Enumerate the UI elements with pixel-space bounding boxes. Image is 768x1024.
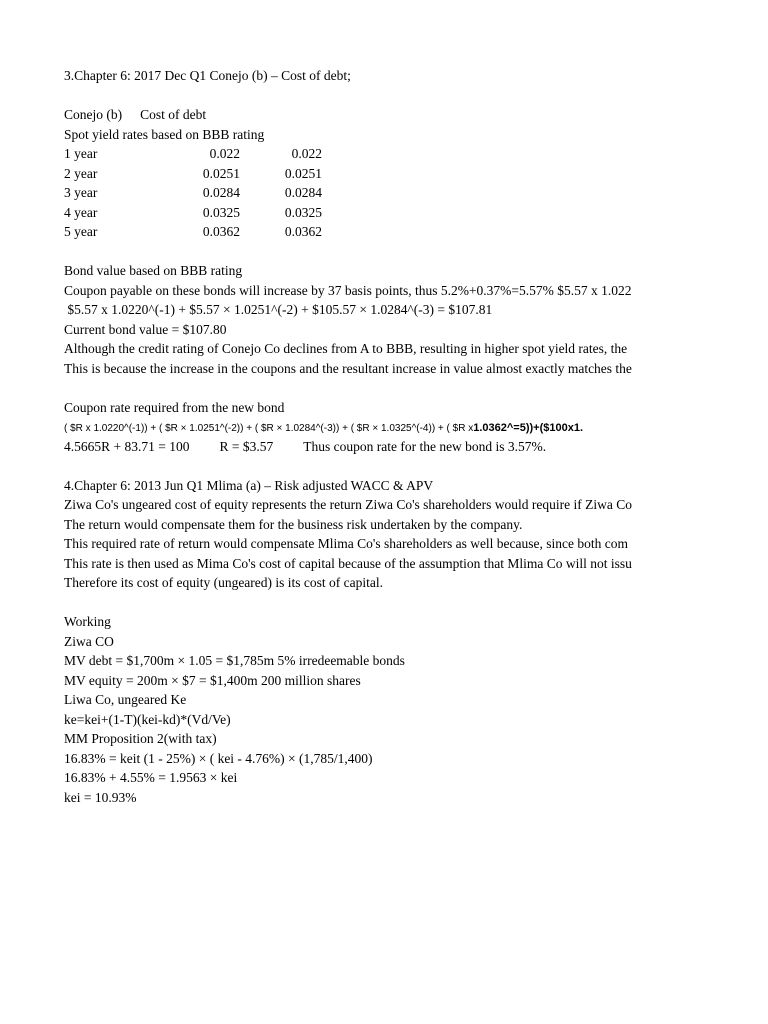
bond-text-line: Although the credit rating of Conejo Co declines from A to BBB, resulting in higher spot yield rates, the [64,341,628,356]
row-label: 4 year [64,204,98,220]
working-heading: Working [64,614,111,629]
row-value-2: 0.0251 [284,165,322,181]
formula-text: ( $R x 1.0220^(-1)) + ( $R × 1.0251^(-2)) + ( $R × 1.0284^(-3)) + ( $R × 1.0325^(-4)) + ( $R x [64,423,474,434]
blank-line [64,242,644,262]
spot-yield-row [64,164,644,184]
blank-line [64,456,644,476]
working-line: MV equity = 200m × $7 = $1,400m 200 million shares [64,672,361,688]
row-value-2: 0.022 [291,146,322,161]
bond-text-line: Coupon payable on these bonds will increase by 37 basis points, thus 5.2%+0.37%=5.57% $5.57 x 1.022 [64,282,632,298]
paragraph-line: This rate is then used as Mima Co's cost of capital because of the assumption that Mlima Co will not issu [64,555,632,571]
working-line: Ziwa CO [64,633,114,649]
working-line: 16.83% + 4.55% = 1.9563 × kei [64,770,238,785]
row-value-1: 0.0284 [202,185,240,200]
paragraph-line: Ziwa Co's ungeared cost of equity represents the return Ziwa Co's shareholders would require if Ziwa Co [64,497,632,512]
row-label: 2 year [64,165,98,181]
section3-heading: 3.Chapter 6: 2017 Dec Q1 Conejo (b) – Cost of debt; [64,68,351,83]
coupon-rate-title: Coupon rate required from the new bond [64,399,285,415]
spot-yield-row [64,144,644,164]
bond-text-line: Current bond value = $107.80 [64,321,227,337]
spot-yield-row [64,183,644,203]
formula-text-bold: 1.0362^=5))+($100x1. [473,422,584,434]
row-label: 1 year [64,146,98,161]
blank-line [64,378,644,398]
paragraph-line: This required rate of return would compensate Mlima Co's shareholders as well because, since both com [64,536,629,551]
result-equation: 4.5665R + 83.71 = 100 [64,438,190,454]
result-value: R = $3.57 [219,438,274,454]
row-value-1: 0.0362 [202,224,240,239]
row-value-1: 0.0251 [202,165,240,181]
working-line: kei = 10.93% [64,789,137,805]
bond-text-line: This is because the increase in the coupons and the resultant increase in value almost exactly matches the [64,360,632,376]
row-value-1: 0.022 [209,146,240,161]
row-label: 5 year [64,224,98,239]
row-label: 3 year [64,185,98,200]
working-line: ke=kei+(1-T)(kei-kd)*(Vd/Ve) [64,711,231,727]
result-conclusion: Thus coupon rate for the new bond is 3.57%. [303,438,547,454]
working-line: 16.83% = keit (1 - 25%) × ( kei - 4.76%) × (1,785/1,400) [64,750,373,766]
blank-line [64,86,644,106]
row-value-2: 0.0362 [284,224,322,239]
section3-subheading [64,105,644,125]
paragraph-line: The return would compensate them for the business risk undertaken by the company. [64,516,523,532]
bond-text-line: $5.57 x 1.0220^(-1) + $5.57 × 1.0251^(-2) + $105.57 × 1.0284^(-3) = $107.81 [64,302,493,317]
spot-yield-row [64,203,644,223]
working-line: MV debt = $1,700m × 1.05 = $1,785m 5% irredeemable bonds [64,653,405,668]
spot-yield-row [64,222,644,242]
spot-yield-title: Spot yield rates based on BBB rating [64,126,265,142]
coupon-formula [64,417,644,437]
bond-value-title: Bond value based on BBB rating [64,263,243,278]
working-line: Liwa Co, ungeared Ke [64,692,187,707]
working-line: MM Proposition 2(with tax) [64,731,217,746]
document-content [64,66,644,807]
row-value-1: 0.0325 [202,204,240,220]
paragraph-line: Therefore its cost of equity (ungeared) is its cost of capital. [64,575,384,590]
subheading-company: Conejo (b) [64,107,123,122]
subheading-topic: Cost of debt [140,107,207,122]
row-value-2: 0.0284 [284,185,322,200]
coupon-result [64,437,644,457]
section4-heading: 4.Chapter 6: 2013 Jun Q1 Mlima (a) – Risk adjusted WACC & APV [64,477,434,493]
blank-line [64,593,644,613]
row-value-2: 0.0325 [284,204,322,220]
